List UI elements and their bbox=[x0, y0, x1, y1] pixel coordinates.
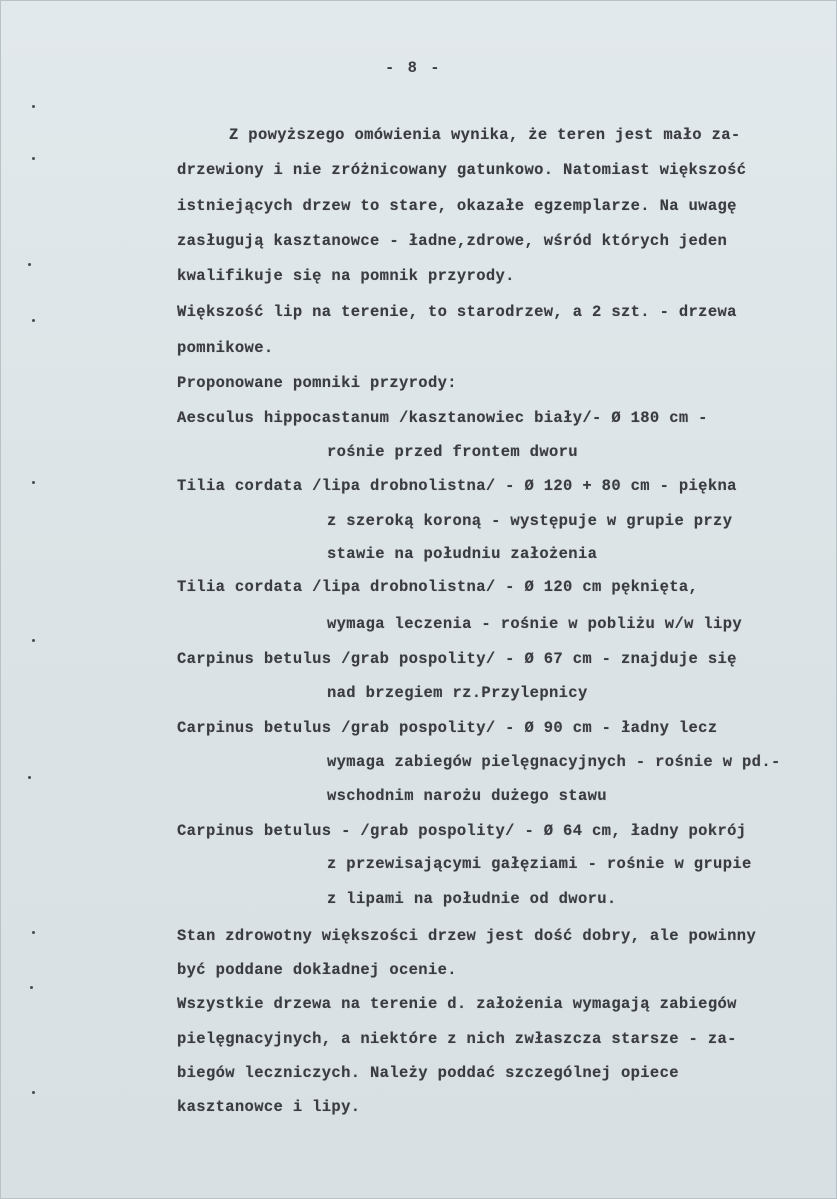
text-line: wschodnim narożu dużego stawu bbox=[327, 787, 607, 805]
text-line: z lipami na południe od dworu. bbox=[327, 890, 617, 908]
scan-speck bbox=[32, 105, 35, 108]
text-line: Carpinus betulus /grab pospolity/ - Ø 90 cm - ładny lecz bbox=[177, 719, 718, 737]
scan-speck bbox=[32, 931, 35, 934]
page-number: - 8 - bbox=[385, 59, 442, 77]
scan-speck bbox=[32, 1091, 35, 1094]
text-line: biegów leczniczych. Należy poddać szczególnej opiece bbox=[177, 1064, 679, 1082]
text-line: wymaga zabiegów pielęgnacyjnych - rośnie w pd.- bbox=[327, 753, 781, 771]
text-line: Wszystkie drzewa na terenie d. założenia wymagają zabiegów bbox=[177, 995, 737, 1013]
text-line: istniejących drzew to stare, okazałe egzemplarze. Na uwagę bbox=[177, 197, 737, 215]
scan-speck bbox=[32, 639, 35, 642]
text-line: Większość lip na terenie, to starodrzew, a 2 szt. - drzewa bbox=[177, 303, 737, 321]
scan-speck bbox=[28, 776, 31, 779]
text-line: pomnikowe. bbox=[177, 339, 274, 357]
text-line: być poddane dokładnej ocenie. bbox=[177, 961, 457, 979]
scan-speck bbox=[32, 157, 35, 160]
text-line: Tilia cordata /lipa drobnolistna/ - Ø 120 cm pęknięta, bbox=[177, 578, 699, 596]
text-line: kwalifikuje się na pomnik przyrody. bbox=[177, 267, 515, 285]
text-line: Carpinus betulus /grab pospolity/ - Ø 67 cm - znajduje się bbox=[177, 650, 737, 668]
text-line: Aesculus hippocastanum /kasztanowiec biały/- Ø 180 cm - bbox=[177, 409, 708, 427]
text-line: z przewisającymi gałęziami - rośnie w grupie bbox=[327, 855, 752, 873]
scan-speck bbox=[32, 481, 35, 484]
text-line: drzewiony i nie zróżnicowany gatunkowo. Natomiast większość bbox=[177, 161, 747, 179]
scan-speck bbox=[28, 263, 31, 266]
text-line: wymaga leczenia - rośnie w pobliżu w/w lipy bbox=[327, 615, 743, 633]
text-line: z szeroką koroną - występuje w grupie przy bbox=[327, 512, 733, 530]
text-line: rośnie przed frontem dworu bbox=[327, 443, 578, 461]
scan-speck bbox=[32, 319, 35, 322]
scan-speck bbox=[30, 986, 33, 989]
text-line: pielęgnacyjnych, a niektóre z nich zwłaszcza starsze - za- bbox=[177, 1030, 737, 1048]
text-line: Proponowane pomniki przyrody: bbox=[177, 374, 457, 392]
text-line: Stan zdrowotny większości drzew jest dość dobry, ale powinny bbox=[177, 927, 757, 945]
text-line: kasztanowce i lipy. bbox=[177, 1098, 361, 1116]
text-line: stawie na południu założenia bbox=[327, 545, 598, 563]
text-line: zasługują kasztanowce - ładne,zdrowe, wśród których jeden bbox=[177, 232, 728, 250]
text-line: nad brzegiem rz.Przylepnicy bbox=[327, 684, 588, 702]
text-line: Z powyższego omówienia wynika, że teren jest mało za- bbox=[229, 126, 741, 144]
text-line: Carpinus betulus - /grab pospolity/ - Ø 64 cm, ładny pokrój bbox=[177, 822, 747, 840]
text-line: Tilia cordata /lipa drobnolistna/ - Ø 120 + 80 cm - piękna bbox=[177, 477, 737, 495]
